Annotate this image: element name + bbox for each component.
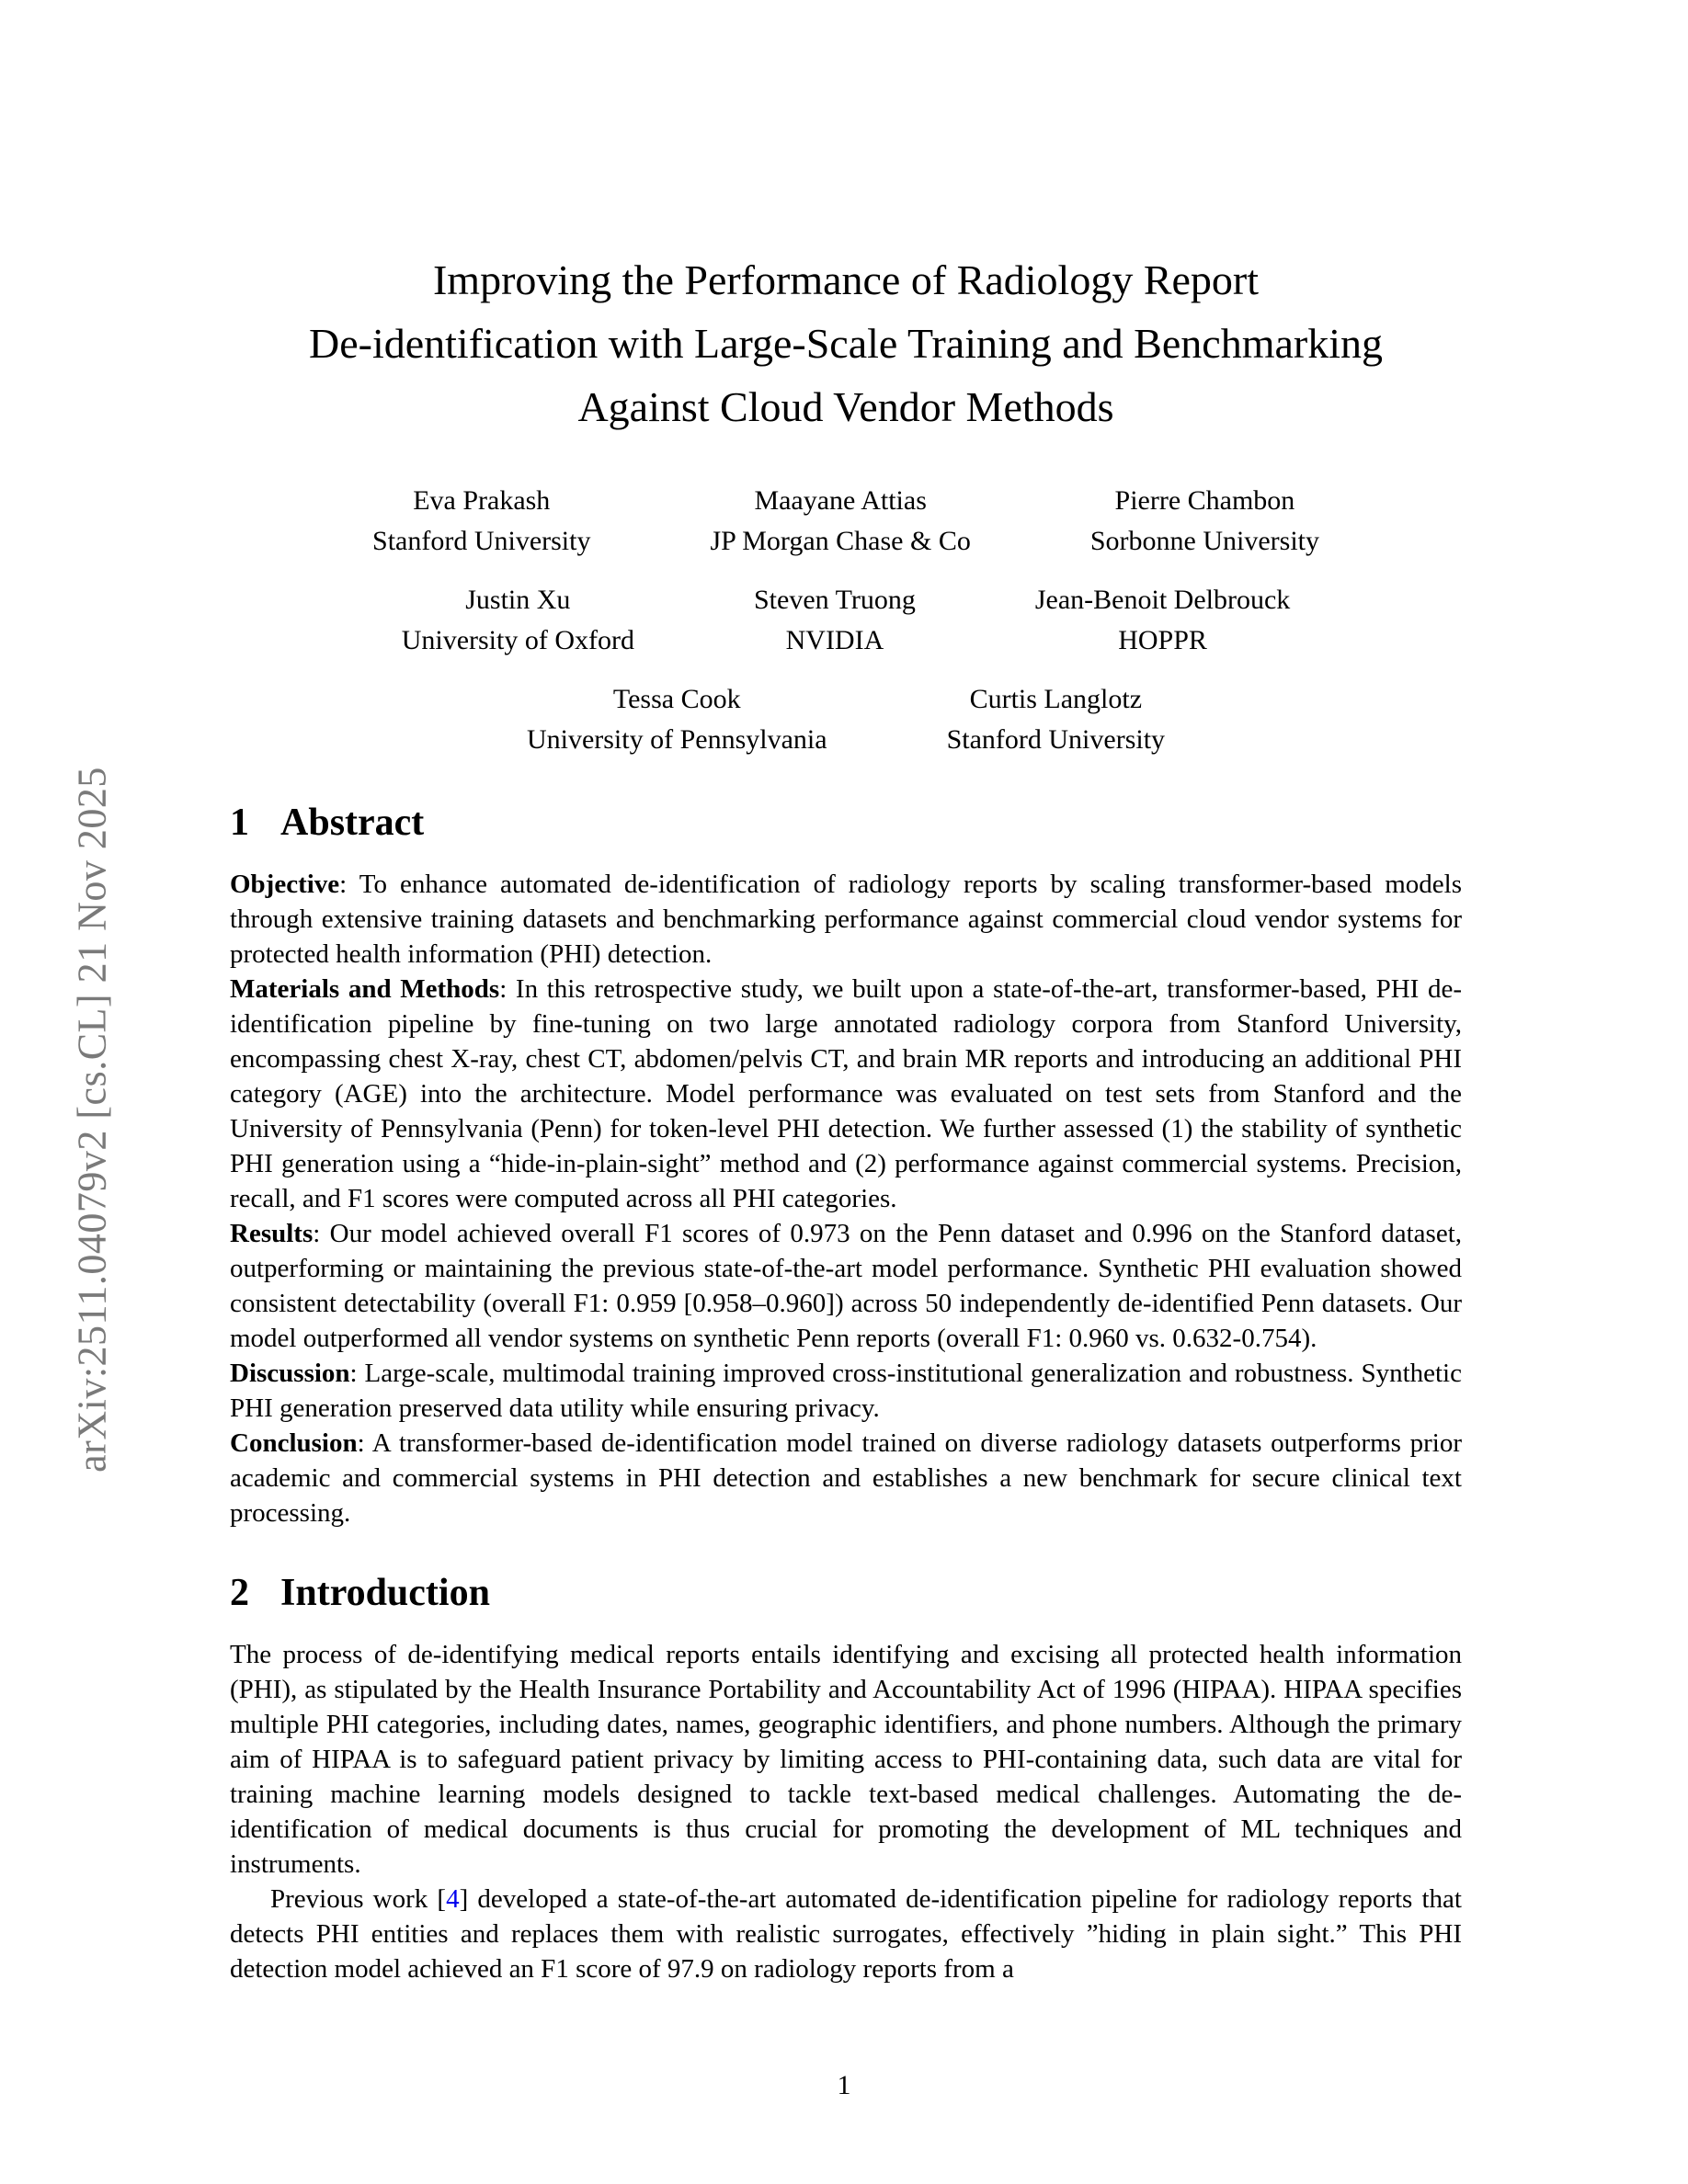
author-maayane-attias <box>710 481 970 562</box>
paper-title <box>230 248 1462 438</box>
abstract-results <box>230 1216 1462 1356</box>
author-name: Eva Prakash <box>413 485 551 516</box>
abstract-materials-methods-text: : In this retrospective study, we built upon a state-of-the-art, transformer-based, PHI de-identification pipeline by fine-tuning on two large annotated radiology corpora from Stanford University, encompassing chest X-ray, chest CT, abdomen/pelvis CT, and brain MR reports and introducing an additional PHI category (AGE) into the architecture. Model performance was evaluated on test sets from Stanford and the University of Pennsylvania (Penn) for token-level PHI detection. We further assessed (1) the stability of synthetic PHI generation using a “hide-in-plain-sight” method and (2) performance against commercial systems. Precision, recall, and F1 scores were computed across all PHI categories. <box>230 974 1462 1213</box>
author-name: Pierre Chambon <box>1114 485 1295 516</box>
author-affiliation: Stanford University <box>372 526 591 556</box>
abstract-body <box>230 867 1462 1530</box>
abstract-discussion-text: : Large-scale, multimodal training improved cross-institutional generalization and robustness. Synthetic PHI generation preserved data utility while ensuring privacy. <box>230 1359 1462 1423</box>
author-curtis-langlotz <box>947 679 1165 760</box>
author-affiliation: Stanford University <box>946 724 1166 755</box>
abstract-conclusion <box>230 1426 1462 1530</box>
author-name: Jean-Benoit Delbrouck <box>1034 585 1291 615</box>
intro-p2-after-citation: ] developed a state-of-the-art automated de-identification pipeline for radiology reports that detects PHI entities and replaces them with realistic surrogates, effectively ”hiding in plain sight.” This PHI detection model achieved an F1 score of 97.9 on radiology reports from a <box>230 1884 1462 1984</box>
abstract-objective-label: Objective <box>230 870 340 899</box>
author-row-3 <box>230 679 1462 760</box>
author-affiliation: NVIDIA <box>785 625 884 655</box>
section-title: Abstract <box>280 802 425 844</box>
abstract-materials-methods-label: Materials and Methods <box>230 974 500 1004</box>
abstract-conclusion-label: Conclusion <box>230 1428 358 1458</box>
section-heading-abstract <box>230 802 1462 843</box>
intro-p2-before-citation: Previous work [ <box>270 1884 447 1914</box>
abstract-conclusion-text: : A transformer-based de-identification model trained on diverse radiology datasets outperforms prior academic and commercial systems in PHI detection and establishes a new benchmark for secure clinical text processing. <box>230 1428 1462 1528</box>
abstract-objective-text: : To enhance automated de-identification of radiology reports by scaling transformer-based models through extensive training datasets and benchmarking performance against commercial cloud vendor systems for protected health information (PHI) detection. <box>230 870 1462 969</box>
author-steven-truong <box>754 580 916 661</box>
title-line-2: De-identification with Large-Scale Training and Benchmarking <box>308 320 1383 367</box>
author-row-1 <box>230 481 1462 562</box>
author-name: Justin Xu <box>465 585 571 615</box>
author-name: Tessa Cook <box>612 684 741 714</box>
author-affiliation: University of Oxford <box>401 625 634 655</box>
abstract-results-label: Results <box>230 1219 314 1248</box>
abstract-discussion-label: Discussion <box>230 1359 350 1388</box>
abstract-materials-methods <box>230 972 1462 1216</box>
abstract-discussion <box>230 1356 1462 1426</box>
author-eva-prakash <box>372 481 590 562</box>
arxiv-watermark: arXiv:2511.04079v2 [cs.CL] 21 Nov 2025 <box>69 767 115 1473</box>
introduction-paragraph-1: The process of de-identifying medical reports entails identifying and excising all protected health information (PHI), as stipulated by the Health Insurance Portability and Accountability Act of 1996 (HIPAA). HIPAA specifies multiple PHI categories, including dates, names, geographic identifiers, and phone numbers. Although the primary aim of HIPAA is to safeguard patient privacy by limiting access to PHI-containing data, such data are vital for training machine learning models designed to tackle text-based medical challenges. Automating the de-identification of medical documents is thus crucial for promoting the development of ML techniques and instruments. <box>230 1640 1462 1879</box>
author-name: Maayane Attias <box>754 485 927 516</box>
author-name: Curtis Langlotz <box>969 684 1143 714</box>
paper-content <box>230 0 1462 1986</box>
author-affiliation: HOPPR <box>1118 625 1207 655</box>
author-row-2 <box>230 580 1462 661</box>
section-number: 1 <box>230 802 249 844</box>
author-affiliation: University of Pennsylvania <box>526 724 827 755</box>
abstract-objective <box>230 867 1462 972</box>
abstract-results-text: : Our model achieved overall F1 scores of 0.973 on the Penn dataset and 0.996 on the Stanford dataset, outperforming or maintaining the previous state-of-the-art model performance. Synthetic PHI evaluation showed consistent detectability (overall F1: 0.959 [0.958–0.960]) across 50 independently de-identified Penn datasets. Our model outperformed all vendor systems on synthetic Penn reports (overall F1: 0.960 vs. 0.632-0.754). <box>230 1219 1462 1353</box>
section-title: Introduction <box>280 1572 490 1614</box>
author-tessa-cook <box>527 679 827 760</box>
introduction-body <box>230 1637 1462 1986</box>
citation-link-4[interactable]: 4 <box>446 1884 460 1914</box>
introduction-paragraph-2 <box>230 1882 1462 1986</box>
author-name: Steven Truong <box>754 585 916 615</box>
author-justin-xu <box>402 580 634 661</box>
section-heading-introduction <box>230 1573 1462 1613</box>
author-jean-benoit-delbrouck <box>1035 580 1290 661</box>
title-line-3: Against Cloud Vendor Methods <box>577 383 1114 430</box>
author-affiliation: Sorbonne University <box>1089 526 1319 556</box>
section-number: 2 <box>230 1572 249 1614</box>
author-pierre-chambon <box>1090 481 1319 562</box>
author-block <box>230 481 1462 760</box>
title-line-1: Improving the Performance of Radiology Report <box>432 256 1260 303</box>
page-number: 1 <box>837 2070 851 2100</box>
author-affiliation: JP Morgan Chase & Co <box>710 526 971 556</box>
